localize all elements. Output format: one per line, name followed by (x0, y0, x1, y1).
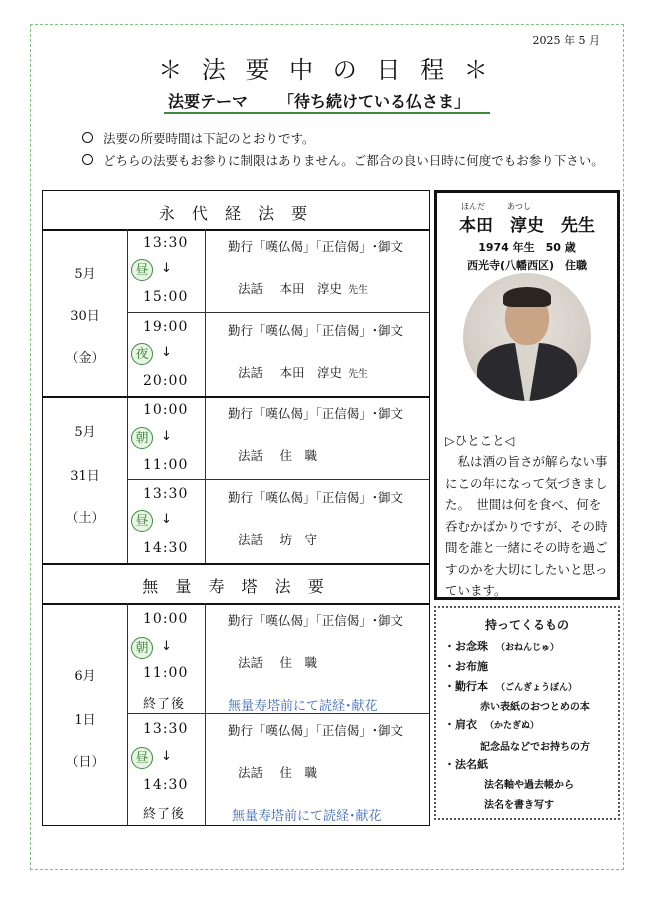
session-badge: 昼 (131, 510, 153, 532)
divider (43, 563, 429, 565)
circle-bullet-icon (82, 132, 93, 143)
arrow-down-icon: ↓ (161, 429, 172, 444)
session-after-label: 終了後 (143, 807, 186, 822)
page-title: ＊ 法 要 中 の 日 程 ＊ (158, 56, 494, 84)
session-talk: 法話 住 職 (238, 655, 317, 670)
theme-value: 「待ち続けている仏さま」 (278, 91, 471, 111)
divider (127, 312, 429, 313)
day-date: 1日 (74, 713, 96, 728)
theme-label: 法要テーマ (168, 91, 249, 111)
divider (43, 603, 429, 605)
list-item: ・法名紙 (444, 758, 488, 771)
item-note: 記念品などでお持ちの方 (480, 742, 590, 753)
day-month: 5月 (74, 267, 96, 282)
items-heading: 持ってくるもの (484, 618, 569, 632)
session-badge: 昼 (131, 259, 153, 281)
speaker-temple: 西光寺(八幡西区) 住職 (466, 259, 588, 272)
session-program: 勤行「嘆仏偈」「正信偈」･御文 (228, 723, 404, 738)
note-item: 法要の所要時間は下記のとおりです。 (82, 128, 604, 150)
circle-bullet-icon (82, 154, 93, 165)
session-badge: 朝 (131, 637, 153, 659)
session-start-time: 13:30 (143, 235, 189, 251)
session-badge: 夜 (131, 343, 153, 365)
day-month: 6月 (74, 669, 96, 684)
session-after-program: 無量寿塔前にて読経･献花 (228, 699, 378, 714)
arrow-down-icon: ↓ (161, 512, 172, 527)
divider (43, 396, 429, 398)
speaker-birth: 1974 年生 50 歳 (478, 241, 576, 254)
session-after-label: 終了後 (143, 697, 186, 712)
list-item: ・勤行本 （ごんぎょうぼん） (444, 680, 578, 693)
session-end-time: 20:00 (143, 373, 189, 389)
name-ruby: あつし (507, 202, 531, 211)
day-weekday: （金） (65, 351, 105, 366)
session-talk: 法話 住 職 (238, 448, 317, 463)
note-item: どちらの法要もお参りに制限はありません。ご都合の良い日時に何度でもお参り下さい。 (82, 150, 604, 172)
day-date: 31日 (70, 469, 100, 484)
day-weekday: （土） (65, 511, 105, 526)
divider (205, 603, 206, 825)
eitaikyo-title: 永 代 経 法 要 (158, 204, 314, 223)
session-end-time: 14:30 (143, 540, 189, 556)
session-start-time: 10:00 (143, 402, 189, 418)
theme-line (164, 88, 490, 114)
session-program: 勤行「嘆仏偈」「正信偈」･御文 (228, 613, 404, 628)
session-talk: 法話 本田 淳史 先生 (238, 281, 368, 296)
list-item: ・お布施 (444, 660, 488, 673)
list-item: ・肩衣 （かたぎぬ） (444, 718, 540, 731)
session-end-time: 14:30 (143, 777, 189, 793)
arrow-down-icon: ↓ (161, 345, 172, 360)
session-talk: 法話 住 職 (238, 765, 317, 780)
session-program: 勤行「嘆仏偈」「正信偈」･御文 (228, 490, 404, 505)
arrow-down-icon: ↓ (161, 749, 172, 764)
session-start-time: 10:00 (143, 611, 189, 627)
session-after-program: 無量寿塔前にて読経･献花 (232, 809, 382, 824)
day-month: 5月 (74, 425, 96, 440)
session-badge: 朝 (131, 427, 153, 449)
session-start-time: 19:00 (143, 319, 189, 335)
list-item: ・お念珠 （おねんじゅ） (444, 640, 560, 653)
session-start-time: 13:30 (143, 486, 189, 502)
speaker-profile (434, 190, 620, 600)
arrow-down-icon: ↓ (161, 261, 172, 276)
notes-list (82, 128, 604, 172)
session-talk: 法話 本田 淳史 先生 (238, 365, 368, 380)
session-end-time: 11:00 (143, 665, 189, 681)
session-program: 勤行「嘆仏偈」「正信偈」･御文 (228, 323, 404, 338)
session-start-time: 13:30 (143, 721, 189, 737)
session-talk: 法話 坊 守 (238, 532, 317, 547)
session-end-time: 11:00 (143, 457, 189, 473)
session-program: 勤行「嘆仏偈」「正信偈」･御文 (228, 406, 404, 421)
item-note: 赤い表紙のおつとめの本 (480, 702, 590, 713)
issue-date: 2025 年 5 月 (532, 34, 600, 47)
divider (43, 229, 429, 231)
name-ruby: ほんだ (461, 202, 485, 211)
divider (127, 479, 429, 480)
day-date: 30日 (70, 309, 100, 324)
divider (127, 603, 128, 825)
session-end-time: 15:00 (143, 289, 189, 305)
speaker-photo (463, 273, 591, 401)
hitokoto-heading: ▷ひとこと◁ (445, 433, 515, 448)
item-note: 法名軸や過去帳から (484, 780, 574, 791)
item-note: 法名を書き写す (484, 800, 554, 811)
hitokoto-text: 私は酒の旨さが解らない事にこの年になって気づきました。 世間は何を食べ、何を呑むかばかりですが、その時間を誰と一緒にその時を過ごすのかを大切にしたいと思っています。 (445, 454, 608, 598)
arrow-down-icon: ↓ (161, 639, 172, 654)
schedule-table (42, 190, 430, 826)
session-badge: 昼 (131, 747, 153, 769)
session-program: 勤行「嘆仏偈」「正信偈」･御文 (228, 239, 404, 254)
items-to-bring (434, 606, 620, 820)
photo-hair (503, 287, 551, 307)
muryojuto-title: 無 量 寿 塔 法 要 (142, 577, 330, 596)
day-weekday: （日） (65, 755, 105, 770)
speaker-name: 本田 淳史 先生 (459, 216, 595, 236)
